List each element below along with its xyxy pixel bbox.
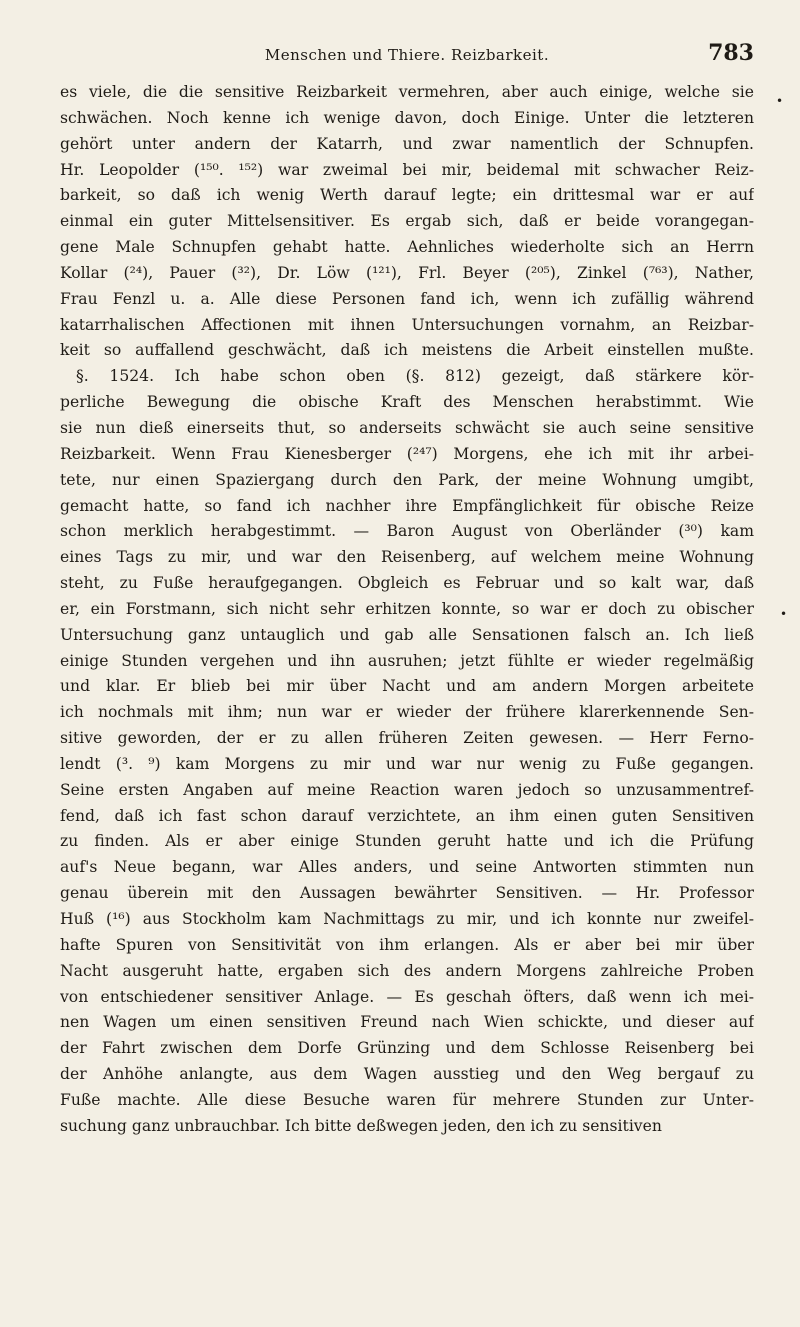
- text-line: steht, zu Fuße heraufgegangen. Obgleich es Februar und so kalt war, daß: [60, 574, 754, 593]
- paragraph-section-1524: [60, 364, 754, 1139]
- text-line: auf's Neue begann, war Alles anders, und seine Antworten stimmten nun: [60, 858, 754, 877]
- paragraph-catarrh: [60, 80, 754, 364]
- text-line: Kollar (²⁴), Pauer (³²), Dr. Löw (¹²¹), Frl. Beyer (²⁰⁵), Zinkel (⁷⁶³), Nather,: [60, 263, 754, 282]
- text-line: gemacht hatte, so fand ich nachher ihre Empfänglichkeit für obische Reize: [60, 496, 754, 515]
- margin-mark-middle: •: [780, 607, 788, 621]
- text-line: der Anhöhe anlangte, aus dem Wagen ausstieg und den Weg bergauf zu: [60, 1065, 754, 1084]
- text-line: Reizbarkeit. Wenn Frau Kienesberger (²⁴⁷) Morgens, ehe ich mit ihr arbei-: [60, 444, 754, 463]
- text-line: sitive geworden, der er zu allen früheren Zeiten gewesen. — Herr Ferno-: [60, 729, 754, 748]
- text-line: der Fahrt zwischen dem Dorfe Grünzing und dem Schlosse Reisenberg bei: [60, 1039, 754, 1058]
- text-line: Nacht ausgeruht hatte, ergaben sich des andern Morgens zahlreiche Proben: [60, 961, 754, 980]
- text-line: einmal ein guter Mittelsensitiver. Es ergab sich, daß er beide vorangegan-: [60, 212, 754, 231]
- body-text: [60, 80, 754, 1140]
- text-line: Hr. Leopolder (¹⁵⁰. ¹⁵²) war zweimal bei mir, beidemal mit schwacher Reiz-: [60, 160, 754, 179]
- text-line: es viele, die die sensitive Reizbarkeit vermehren, aber auch einige, welche sie: [60, 83, 754, 101]
- text-line: katarrhalischen Affectionen mit ihnen Untersuchungen vornahm, an Reizbar-: [60, 315, 754, 334]
- page-number: 783: [708, 40, 754, 66]
- text-line: gehört unter andern der Katarrh, und zwar namentlich der Schnupfen.: [60, 134, 754, 153]
- text-line: Untersuchung ganz untauglich und gab alle Sensationen falsch an. Ich ließ: [60, 625, 754, 644]
- text-line: schon merklich herabgestimmt. — Baron August von Oberländer (³⁰) kam: [60, 522, 754, 541]
- text-line: er, ein Forstmann, sich nicht sehr erhitzen konnte, so war er doch zu obischer: [60, 599, 754, 618]
- running-head: Menschen und Thiere. Reizbarkeit.: [264, 46, 550, 64]
- text-line: sie nun dieß einerseits thut, so anderseits schwächt sie auch seine sensitive: [60, 418, 754, 437]
- text-line: genau überein mit den Aussagen bewährter Sensitiven. — Hr. Professor: [60, 884, 754, 903]
- text-line: lendt (³. ⁹) kam Morgens zu mir und war nur wenig zu Fuße gegangen.: [60, 754, 754, 773]
- text-line: keit so auffallend geschwächt, daß ich meistens die Arbeit einstellen mußte.: [60, 341, 754, 360]
- page-header: [60, 40, 754, 72]
- text-line: eines Tags zu mir, und war den Reisenberg, auf welchem meine Wohnung: [60, 548, 754, 567]
- text-line: einige Stunden vergehen und ihn ausruhen; jetzt fühlte er wieder regelmäßig: [60, 651, 754, 670]
- text-line: Frau Fenzl u. a. Alle diese Personen fand ich, wenn ich zufällig während: [60, 289, 754, 308]
- text-line: und klar. Er blieb bei mir über Nacht und am andern Morgen arbeitete: [60, 677, 754, 696]
- text-line: fend, daß ich fast schon darauf verzichtete, an ihm einen guten Sensitiven: [60, 806, 754, 825]
- text-line: Seine ersten Angaben auf meine Reaction waren jedoch so unzusammentref-: [60, 780, 754, 799]
- text-line: Fuße machte. Alle diese Besuche waren für mehrere Stunden zur Unter-: [60, 1090, 754, 1109]
- text-line: von entschiedener sensitiver Anlage. — Es geschah öfters, daß wenn ich mei-: [60, 987, 754, 1006]
- text-line: zu finden. Als er aber einige Stunden geruht hatte und ich die Prüfung: [60, 832, 754, 851]
- text-line: nen Wagen um einen sensitiven Freund nach Wien schickte, und dieser auf: [60, 1013, 754, 1032]
- text-line: hafte Spuren von Sensitivität von ihm erlangen. Als er aber bei mir über: [60, 935, 754, 954]
- text-line: Huß (¹⁶) aus Stockholm kam Nachmittags zu mir, und ich konnte nur zweifel-: [60, 910, 754, 928]
- text-line: §. 1524. Ich habe schon oben (§. 812) gezeigt, daß stärkere kör-: [76, 367, 754, 386]
- text-line: barkeit, so daß ich wenig Werth darauf legte; ein drittesmal war er auf: [60, 186, 754, 205]
- text-line: gene Male Schnupfen gehabt hatte. Aehnliches wiederholte sich an Herrn: [60, 238, 754, 257]
- text-line: tete, nur einen Spaziergang durch den Park, der meine Wohnung umgibt,: [60, 470, 754, 489]
- margin-mark-top: •: [776, 94, 784, 108]
- text-line: suchung ganz unbrauchbar. Ich bitte deßwegen jeden, den ich zu sensitiven: [60, 1116, 662, 1135]
- text-line: ich nochmals mit ihm; nun war er wieder der frühere klarerkennende Sen-: [60, 703, 754, 722]
- text-line: schwächen. Noch kenne ich wenige davon, doch Einige. Unter die letzteren: [60, 108, 754, 127]
- text-line: perliche Bewegung die obische Kraft des Menschen herabstimmt. Wie: [60, 393, 754, 412]
